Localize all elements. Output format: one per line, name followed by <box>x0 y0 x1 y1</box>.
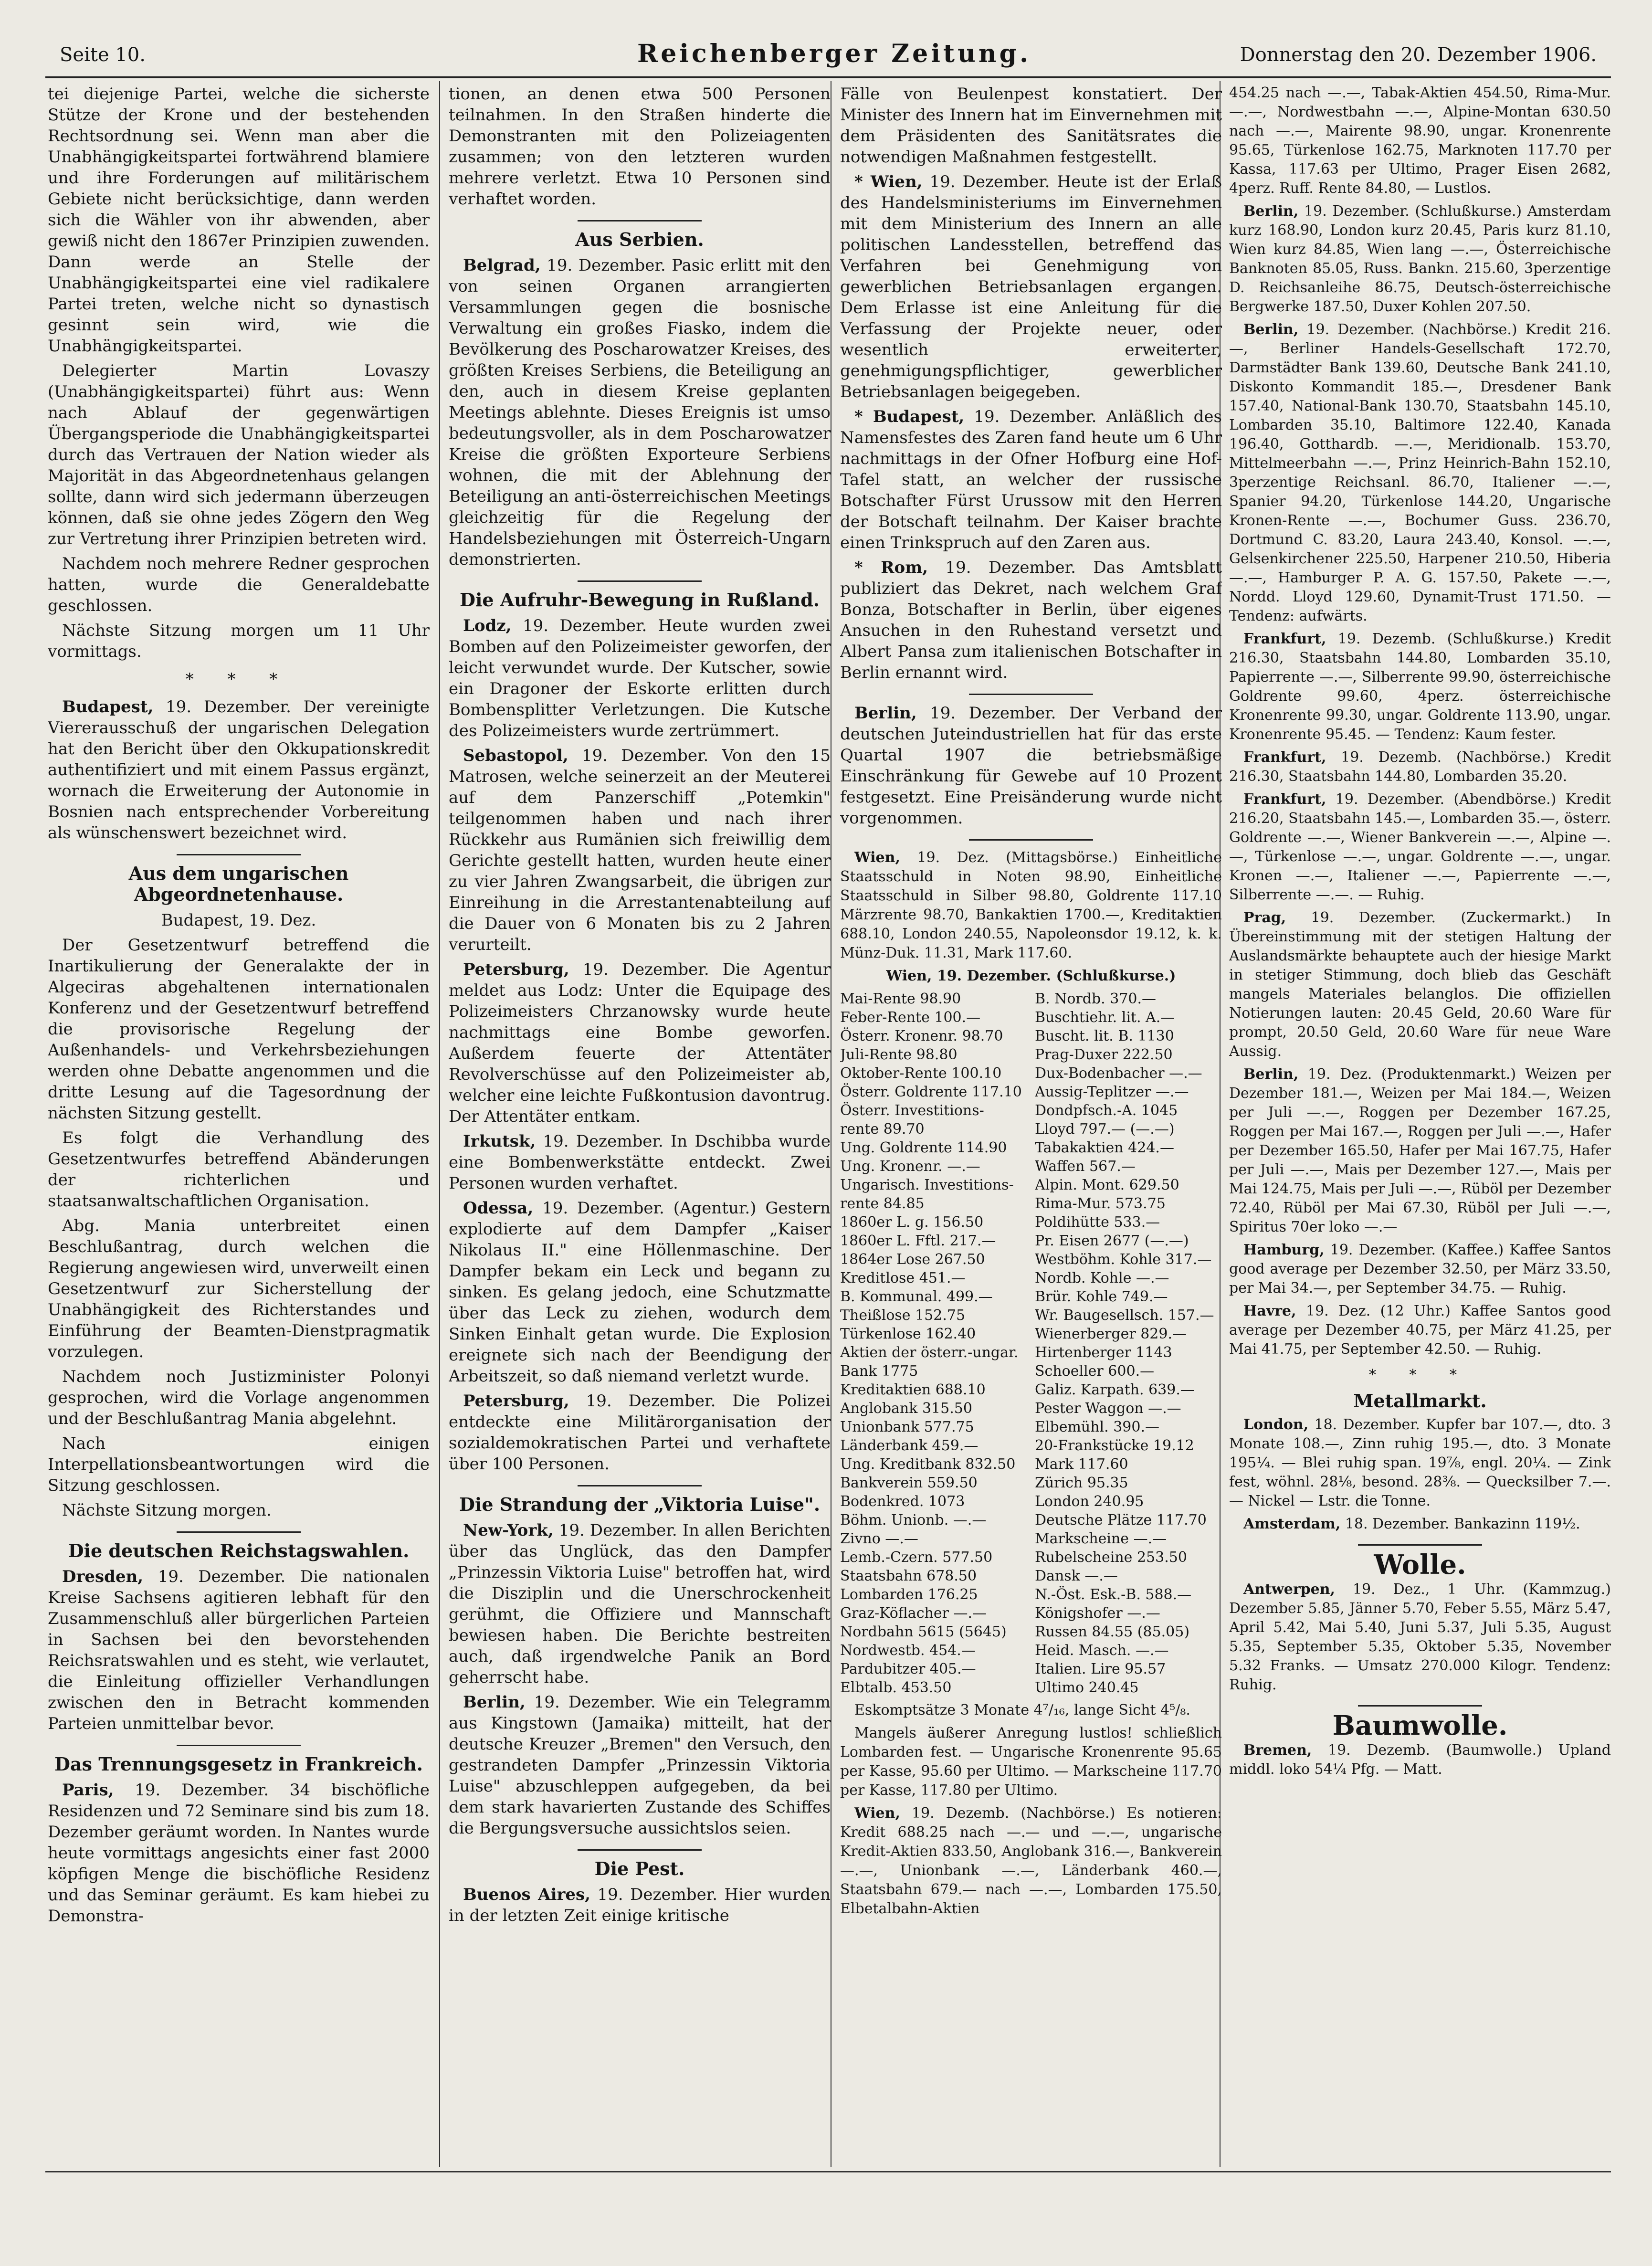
dispatch-text: 19. Dezember. (Agentur.) Gestern explodierte auf dem Dampfer „Kaiser Nikolaus II." eine Höllenmaschine. Der Dampfer bekam ein Leck und begann zu sinken. Es gelang jedoch, eine Schutzmatte über das Leck zu ziehen, wodurch dem Sinken Einhalt getan wurde. Die Explosion ereignete sich nach der Beendigung der Arbeitszeit, so daß niemand verletzt wurde. <box>449 1199 831 1386</box>
market-text: 19. Dez. (12 Uhr.) Kaffee Santos good average per Dezember 40.75, per März 41.25, per Mai 41.75, per September 42.50. — Ruhig. <box>1229 1303 1611 1358</box>
stock-quote: N.-Öst. Esk.-B. 588.— <box>1035 1586 1192 1603</box>
stock-quote: Graz-Köflacher —.— <box>840 1605 987 1622</box>
dispatch-text: 19. Dezember. Die Agentur meldet aus Lodz: Unter die Equipage des Polizeimeisters Chrzanowsky wurde heute nachmittags eine Bombe geworfen. Außerdem feuerte der Attentäter Revolverschüsse auf den Polizeimeister ab, welcher eine leichte Fußkontusion davontrug. Der Attentäter entkam. <box>449 960 831 1126</box>
stock-quote: Ungarisch. Investitions- <box>840 1177 1014 1193</box>
stock-quote: 1860er L. g. 156.50 <box>840 1214 984 1231</box>
dispatch-location: Lodz, <box>463 616 512 635</box>
dispatch-location: Odessa, <box>463 1199 534 1218</box>
column-2 <box>449 84 831 2165</box>
dispatch <box>840 703 1222 829</box>
stock-quote: Markscheine —.— <box>1035 1530 1167 1547</box>
dispatch <box>48 1566 430 1734</box>
dispatch-location: * Budapest, <box>854 407 965 426</box>
stock-quote: Unionbank 577.75 <box>840 1419 974 1435</box>
dispatch-location: Antwerpen, <box>1243 1581 1335 1598</box>
article-text: Nachdem noch mehrere Redner gesprochen hatten, wurde die Generaldebatte geschlossen. <box>48 554 430 615</box>
dispatch-location: Frankfurt, <box>1243 791 1326 808</box>
stock-quote: Westböhm. Kohle 317.— <box>1035 1251 1212 1268</box>
stock-quote: Lombarden 176.25 <box>840 1586 978 1603</box>
section-rule <box>177 854 301 855</box>
dispatch-location: Paris, <box>62 1781 114 1800</box>
dispatch-location: Petersburg, <box>463 1391 569 1411</box>
market-text: 19. Dez., 1 Uhr. (Kammzug.) Dezember 5.85, Jänner 5.70, Feber 5.55, März 5.47, April 5.42, Mai 5.40, Juni 5.37, Juli 5.35, August 5.35, September 5.35, Oktober 5.35, November 5.32 Franks. — Umsatz 270.000 Kilogr. Tendenz: Ruhig. <box>1229 1581 1611 1693</box>
section-heading: Aus dem ungarischen Abgeordnetenhause. <box>128 863 349 905</box>
stock-quote: B. Nordb. 370.— <box>1035 991 1157 1007</box>
article-text: Nachdem noch Justizminister Polonyi gesprochen, wird die Vorlage angenommen und der Beschlußantrag Mania abgelehnt. <box>48 1367 430 1428</box>
stock-quote: Nordbahn 5615 (5645) <box>840 1623 1007 1640</box>
section-rule <box>578 220 702 221</box>
stock-quote: Rubelscheine 253.50 <box>1035 1549 1187 1566</box>
dispatch-text: 19. Dezember. Von den 15 Matrosen, welche seinerzeit an der Meuterei auf dem Panzerschiff „Potemkin" teilgenommen haben und nach ihrer Rückkehr aus Rumänien sich freiwillig dem Gerichte gestellt hatten, wurden heute einer zu vier Jahren Zwangsarbeit, die übrigen zur Einreihung in die Arrestantenabteilung auf die Dauer von 6 Monaten bis zu 2 Jahren verurteilt. <box>449 746 831 954</box>
stock-quote: Galiz. Karpath. 639.— <box>1035 1381 1195 1398</box>
article-text: tei diejenige Partei, welche die sicherste Stütze der Krone und der bestehenden Rechtsordnung sei. Wenn man aber die Unabhängigkeitspartei fortwährend blamiere und ihre Forderungen auf militärischem Gebiete nicht berücksichtige, dann werden sich die Wähler von ihr abwenden, aber gewiß nicht den 1867er Prinzipien zuwenden. Dann werde an Stelle der Unabhängigkeitspartei eine viel radikalere Partei treten, welche nicht so dynastisch gesinnt sein wird, wie die Unabhängigkeitspartei. <box>48 84 430 356</box>
column-1 <box>48 84 430 2165</box>
stock-quote: 1864er Lose 267.50 <box>840 1251 985 1268</box>
section-rule <box>177 1745 301 1746</box>
market-text: 19. Dezemb. (Nachbörse.) Es notieren: Kredit 688.25 nach —.— und —.—, ungarische Kredit-Aktien 833.50, Anglobank 316.—, Bankverein —.—, Unionbank —.—, Länderbank 460.—, Staatsbahn 679.— nach —.—, Lombarden 175.50, Elbetalbahn-Aktien <box>840 1805 1222 1917</box>
stock-quote: rente 89.70 <box>840 1121 925 1138</box>
stock-quote: Brür. Kohle 749.— <box>1035 1288 1168 1305</box>
market-text: 19. Dezember. (Schlußkurse.) Amsterdam kurz 168.90, London kurz 20.45, Paris kurz 81.10, Wien kurz 84.85, Wien lang —.—, Österreichische Banknoten 85.05, Russ. Bankn. 215.60, 3perzentige D. Reichsanleihe 86.75, Deutsch-österreichische Bergwerke 187.50, Duxer Kohlen 207.50. <box>1229 203 1611 315</box>
article-text: Der Gesetzentwurf betreffend die Inartikulierung der Generalakte der in Algeciras abgehaltenen internationalen Konferenz und der Gesetzentwurf betreffend die provisorische Regelung der Außenhandels- und Verkehrsbeziehungen werden ohne Debatte angenommen und die dritte Lesung auf die Tagesordnung der nächsten Sitzung gestellt. <box>48 936 430 1123</box>
stock-quote: B. Kommunal. 499.— <box>840 1288 993 1305</box>
dispatch <box>449 1884 831 1926</box>
section-rule <box>1358 1544 1482 1546</box>
dispatch-text: 19. Dezember. Der vereinigte Viererausschuß der ungarischen Delegation hat den Bericht über den Okkupationskredit authentifiziert und mit einem Passus ergänzt, wornach die Erweiterung der Autonomie in Bosnien nach entsprechender Vorbereitung als wünschenswert bezeichnet wird. <box>48 697 430 843</box>
stock-quote: Nordb. Kohle —.— <box>1035 1270 1169 1286</box>
dispatch-location: * Wien, <box>854 172 923 191</box>
stock-quote: Pester Waggon —.— <box>1035 1400 1181 1417</box>
market-text: 19. Dezemb. (Baumwolle.) Upland middl. loko 54¼ Pfg. — Matt. <box>1229 1742 1611 1778</box>
stock-quote: Feber-Rente 100.— <box>840 1009 981 1026</box>
market-text: 19. Dez. (Produktenmarkt.) Weizen per Dezember 181.—, Weizen per Mai 184.—, Weizen per Juli —.—, Roggen per Dezember 167.25, Roggen per Mai 167.—, Roggen per Juli —.—, Hafer per Dezember 165.50, Hafer per Mai 167.75, Hafer per Juli —.—, Mais per Dezember 127.—, Mais per Mai 124.75, Mais per Juli —.—, Rüböl per Dezember 72.40, Rüböl per Mai 67.30, Rüböl per Juli —.—, Spiritus 70er loko —.— <box>1229 1066 1611 1235</box>
dispatch-text: 19. Dezember. 34 bischöfliche Residenzen und 72 Seminare sind bis zum 18. Dezember geräumt worden. In Nantes wurde heute vormittags angesichts einer fast 2000 köpfigen Menge die bischöfliche Residenz und das Seminar geräumt. Es kam hiebei zu Demonstra- <box>48 1781 430 1926</box>
market-text: 19. Dezember. (Nachbörse.) Kredit 216.—, Berliner Handels-Gesellschaft 172.70, Darmstädter Bank 139.60, Deutsche Bank 241.10, Diskonto Kommandit 185.—, Dresdener Bank 157.40, National-Bank 130.70, Staatsbahn 145.10, Lombarden 35.10, Baltimore 122.40, Kanada 196.40, Gotthardb. —.—, Meridionalb. 153.70, Mittelmeerbahn —.—, Prinz Heinrich-Bahn 152.10, 3perzentige Reichsanl. 86.70, Italiener —.—, Spanier 94.20, Türkenlose 144.20, Ungarische Kronen-Rente —.—, Bochumer Guss. 236.70, Dortmund C. 83.20, Laura 243.40, Konsol. —.—, Gelsenkirchener 225.50, Harpener 210.50, Hiberia —.—, Hamburger P. A. G. 157.50, Pakete —.—, Nordd. Lloyd 129.60, Dynamit-Trust 171.50. — Tendenz: aufwärts. <box>1229 321 1611 624</box>
dispatch-text: 19. Dezember. Der Verband der deutschen Juteindustriellen hat für das erste Quartal 1907 die betriebsmäßige Einschränkung für Gewebe auf 10 Prozent festgesetzt. Eine Preisänderung wurde nicht vorgenommen. <box>840 704 1222 828</box>
market-text: Eskomptsätze 3 Monate 4⁷/₁₆, lange Sicht 4⁵/₈. <box>854 1702 1190 1718</box>
stock-quote: Russen 84.55 (85.05) <box>1035 1623 1190 1640</box>
market-report <box>1229 1741 1611 1779</box>
article-text: Fälle von Beulenpest konstatiert. Der Minister des Innern hat im Einvernehmen mit dem Präsidenten des Sanitätsrates die notwendigen Maßnahmen festgestellt. <box>840 84 1222 167</box>
dispatch-location: Havre, <box>1243 1303 1296 1319</box>
dispatch <box>449 1131 831 1194</box>
stock-quote: Lemb.-Czern. 577.50 <box>840 1549 993 1566</box>
dispatch-location: Budapest, <box>62 697 154 717</box>
market-text: 454.25 nach —.—, Tabak-Aktien 454.50, Rima-Mur. —.—, Nordwestbahn —.—, Alpine-Montan 630.50 nach —.—, Mairente 98.90, ungar. Kronenrente 95.65, Türkenlose 162.75, Marknoten 117.70 per Kassa, 117.63 per Ultimo, Prager Eisen 2682, 4perz. Ruff. Rente 84.80, — Lustlos. <box>1229 84 1611 197</box>
article-text: Es folgt die Verhandlung des Gesetzentwurfes betreffend Abänderungen der richterlichen und staatsanwaltschaftlichen Organisation. <box>48 1128 430 1211</box>
dispatch-location: Belgrad, <box>463 256 541 275</box>
stock-quote: Kreditaktien 688.10 <box>840 1381 986 1398</box>
dispatch <box>449 1520 831 1688</box>
dispatch-text: 19. Dezember. In allen Berichten über das Unglück, das den Dampfer „Prinzessin Viktoria Luise" betroffen hat, wird die Disziplin und die Unerschrockenheit gerühmt, die Offiziere und Mannschaft bewiesen haben. Die Berichte bestreiten auch, daß irgendwelche Panik an Bord geherrscht habe. <box>449 1521 831 1687</box>
stock-quote: Tabakaktien 424.— <box>1035 1139 1174 1156</box>
stock-quote: Buscht. lit. B. 1130 <box>1035 1028 1174 1044</box>
dateline: Budapest, 19. Dez. <box>161 911 316 930</box>
stock-quote: Nordwestb. 454.— <box>840 1642 976 1659</box>
dispatch <box>449 745 831 955</box>
article-text: Delegierter Martin Lovaszy (Unabhängigkeitspartei) führt aus: Wenn nach Ablauf der gegenwärtigen Übergangsperiode die Unabhängigkeitspartei durch das Vertrauen der Nation wieder als Majorität in das Abgeordnetenhaus gelangen sollte, dann wird sich jedermann überzeugen können, daß sie ohne jedes Zögern den Weg zur Vertretung ihrer Prinzipien betreten wird. <box>48 361 430 548</box>
market-text: 19. Dezemb. (Schlußkurse.) Kredit 216.30, Staatsbahn 144.80, Lombarden 35.10, Papierrente —.—, Silberrente 99.90, österreichische Goldrente 99.60, 4perz. österreichische Kronenrente 99.30, ungar. Goldrente 113.90, ungar. Kronenrente 95.45. — Tendenz: Kaum fester. <box>1229 631 1611 743</box>
stock-quote: Buschtiehr. lit. A.— <box>1035 1009 1175 1026</box>
market-text: 18. Dezember. Kupfer bar 107.—, dto. 3 Monate 108.—, Zinn ruhig 195.—, dto. 3 Monate 195¼. — Blei ruhig span. 19⅞, engl. 20¼. — Zink fest, wöhnl. 28⅛, besond. 28⅜. — Quecksilber 7.—. — Nickel — Lstr. die Tonne. <box>1229 1416 1611 1509</box>
section-rule <box>969 694 1093 695</box>
stock-quote: Königshofer —.— <box>1035 1605 1160 1622</box>
dispatch-location: Frankfurt, <box>1243 749 1326 766</box>
stock-quote: Türkenlose 162.40 <box>840 1326 976 1342</box>
stock-quote: Rima-Mur. 573.75 <box>1035 1195 1166 1212</box>
dispatch-text: 19. Dezember. Wie ein Telegramm aus Kingstown (Jamaika) mitteilt, hat der deutsche Kreuzer „Bremen" den Versuch, den gestrandeten Dampfer „Prinzessin Viktoria Luise" abzuschleppen aufgegeben, da bei dem stark havarierten Zustande des Schiffes die Bergungsversuche aussichtslos seien. <box>449 1693 831 1838</box>
article-text: Abg. Mania unterbreitet einen Beschlußantrag, durch welchen die Regierung angewiesen wird, unverweilt einen Gesetzentwurf zur Sicherstellung der Unabhängigkeit des Richterstandes und Einführung der Beamten-Dienstpragmatik vorzulegen. <box>48 1216 430 1361</box>
stock-quote: Prag-Duxer 222.50 <box>1035 1046 1173 1063</box>
stock-quote: 20-Frankstücke 19.12 <box>1035 1437 1194 1454</box>
page-header <box>45 39 1611 73</box>
dispatch-text: 19. Dezember. Pasic erlitt mit den von seinen Organen arrangierten Versammlungen gegen die bosnische Verwaltung ein großes Fiasko, indem die Bevölkerung des Poscharowatzer Kreises, des größten Kreises Serbiens, die Beteiligung an den, auch in diesem Kreise geplanten Meetings ablehnte. Dieses Ereignis ist umso bedeutungsvoller, als in dem Poscharowatzer Kreise die größten Exporteure Serbiens wohnen, die mit der Ablehnung der Beteiligung an anti-österreichischen Meetings gleichzeitig für die Regelung der Handelsbeziehungen mit Österreich-Ungarn demonstrierten. <box>449 256 831 569</box>
dispatch <box>449 959 831 1127</box>
market-report <box>1229 1302 1611 1359</box>
market-heading: Wien, 19. Dezember. (Schlußkurse.) <box>886 968 1176 984</box>
dispatch-location: Dresden, <box>62 1567 144 1586</box>
stock-quote: Anglobank 315.50 <box>840 1400 972 1417</box>
stock-quote: Länderbank 459.— <box>840 1437 979 1454</box>
section-heading: Wolle. <box>1374 1549 1466 1581</box>
dispatch-text: 19. Dezember. Das Amtsblatt publiziert das Dekret, nach welchem Graf Bonza, Botschafter in Berlin, über eigenes Ansuchen in den Ruhestand versetzt und Albert Pansa zum italienischen Botschafter in Berlin ernannt wird. <box>840 558 1222 682</box>
stock-quote: Juli-Rente 98.80 <box>840 1046 958 1063</box>
stock-quote: Waffen 567.— <box>1035 1158 1136 1175</box>
market-report <box>1229 1515 1611 1534</box>
dispatch-text: 19. Dezember. Hier wurden in der letzten Zeit einige kritische <box>449 1885 831 1925</box>
dispatch <box>449 255 831 570</box>
masthead-title: Reichenberger Zeitung. <box>637 39 1031 68</box>
stock-quote: Pr. Eisen 2677 (—.—) <box>1035 1233 1189 1249</box>
dispatch <box>48 696 430 843</box>
market-report <box>1229 1241 1611 1298</box>
dispatch-location: * Rom, <box>854 558 928 577</box>
stock-quote: Österr. Investitions- <box>840 1102 984 1119</box>
dispatch-location: Berlin, <box>463 1693 526 1712</box>
dispatch <box>48 1780 430 1927</box>
stock-quote: Dansk —.— <box>1035 1568 1118 1584</box>
stock-quote: Lloyd 797.— (—.—) <box>1035 1121 1175 1138</box>
section-heading: Die deutschen Reichstagswahlen. <box>68 1540 410 1561</box>
section-heading: Die Strandung der „Viktoria Luise". <box>459 1494 821 1515</box>
stock-quote: Heid. Masch. —.— <box>1035 1642 1169 1659</box>
dispatch-text: 19. Dezember. Anläßlich des Namensfestes des Zaren fand heute um 6 Uhr nachmittags in der Ofner Hofburg eine Hof-Tafel statt, an welcher der russische Botschafter Fürst Urussow mit den Herren der Botschaft teilnahm. Der Kaiser brachte einen Trinkspruch auf den Zaren aus. <box>840 407 1222 552</box>
dispatch-text: 19. Dezember. Heute ist der Erlaß des Handelsministeriums im Einvernehmen mit dem Ministerium des Innern an alle politischen Landesstellen, betreffend das Verfahren bei Genehmigung von gewerblichen Betriebsanlagen ergangen. Dem Erlasse ist eine Anleitung für die Verfassung der Projekte neuer, oder wesentlich erweiterter, genehmigungspflichtiger, gewerblicher Betriebsanlagen beigegeben. <box>840 172 1222 401</box>
stock-quote: Staatsbahn 678.50 <box>840 1568 977 1584</box>
section-rule <box>969 839 1093 841</box>
market-report <box>1229 790 1611 905</box>
stock-quote: Bank 1775 <box>840 1363 918 1380</box>
article-text: Nächste Sitzung morgen. <box>62 1501 272 1520</box>
header-rule <box>45 76 1611 78</box>
dispatch <box>449 1391 831 1475</box>
market-report <box>1229 1580 1611 1695</box>
dispatch-location: Berlin, <box>1243 203 1299 220</box>
stock-quote: Dondpfsch.-A. 1045 <box>1035 1102 1178 1119</box>
dispatch <box>840 557 1222 683</box>
dispatch-location: New-York, <box>463 1521 554 1540</box>
market-report <box>1229 908 1611 1061</box>
section-heading: Metallmarkt. <box>1353 1390 1487 1412</box>
stock-quote: Alpin. Mont. 629.50 <box>1035 1177 1179 1193</box>
dispatch <box>840 171 1222 402</box>
stock-quote: Mai-Rente 98.90 <box>840 991 961 1007</box>
dispatch-location: Berlin, <box>1243 321 1299 338</box>
section-rule <box>177 1531 301 1533</box>
stock-quote: Mark 117.60 <box>1035 1456 1128 1473</box>
column-3 <box>840 84 1222 2165</box>
section-stars: * * * <box>185 670 292 689</box>
market-text: Mangels äußerer Anregung lustlos! schließlich Lombarden fest. — Ungarische Kronenrente 95.65 per Kasse, 95.60 per Ultimo. — Markscheine 117.70 per Kasse, 117.80 per Ultimo. <box>840 1725 1222 1799</box>
stock-quote: Bodenkred. 1073 <box>840 1493 965 1510</box>
dispatch-location: Sebastopol, <box>463 746 568 765</box>
stock-quote: Böhm. Unionb. —.— <box>840 1512 987 1528</box>
stock-quote: Bankverein 559.50 <box>840 1475 978 1491</box>
dispatch-location: Wien, <box>854 1805 900 1822</box>
dispatch-location: Hamburg, <box>1243 1242 1325 1258</box>
market-report <box>840 848 1222 963</box>
market-text: 19. Dezember. (Kaffee.) Kaffee Santos good average per Dezember 32.50, per März 33.50, per Mai 34.—, per September 34.75. — Ruhig. <box>1229 1242 1611 1296</box>
market-report <box>1229 320 1611 626</box>
stock-quotes-table <box>840 990 1222 1697</box>
section-stars: * * * <box>1368 1367 1472 1383</box>
stock-quote: Ung. Kronenr. —.— <box>840 1158 980 1175</box>
dispatch-text: 19. Dezember. In Dschibba wurde eine Bombenwerkstätte entdeckt. Zwei Personen wurden verhaftet. <box>449 1132 831 1193</box>
dispatch-text: 19. Dezember. Die nationalen Kreise Sachsens agitieren lebhaft für den Zusammenschluß aller bürgerlichen Parteien in Sachsen bei den bevorstehenden Reichsratswahlen und es steht, wie verlautet, die Einleitung offizieller Verhandlungen zwischen den in Betracht kommenden Parteien unmittelbar bevor. <box>48 1567 430 1733</box>
market-report <box>1229 202 1611 316</box>
section-heading: Aus Serbien. <box>575 229 704 250</box>
article-text: Nächste Sitzung morgen um 11 Uhr vormittags. <box>48 621 430 661</box>
stock-quote: Ung. Goldrente 114.90 <box>840 1139 1007 1156</box>
issue-date: Donnerstag den 20. Dezember 1906. <box>1240 44 1597 66</box>
dispatch <box>449 1198 831 1387</box>
section-rule <box>578 1849 702 1851</box>
market-report <box>840 1804 1222 1918</box>
stock-quote: Zivno —.— <box>840 1530 918 1547</box>
article-text: tionen, an denen etwa 500 Personen teilnahmen. In den Straßen hinderte die Demonstranten mit den Polizeiagenten zusammen; von den letzteren wurden mehrere verletzt. Etwa 10 Personen sind verhaftet worden. <box>449 84 831 209</box>
stock-quote: Zürich 95.35 <box>1035 1475 1128 1491</box>
dispatch-location: Wien, <box>854 849 900 866</box>
stock-quote: London 240.95 <box>1035 1493 1144 1510</box>
article-text: Nach einigen Interpellationsbeantwortungen wird die Sitzung geschlossen. <box>48 1434 430 1495</box>
column-4 <box>1229 84 1611 2165</box>
footer-rule <box>45 2171 1611 2172</box>
section-heading: Die Aufruhr-Bewegung in Rußland. <box>460 589 820 611</box>
stock-quote: Schoeller 600.— <box>1035 1363 1155 1380</box>
dispatch-location: Berlin, <box>854 704 917 723</box>
section-rule <box>1358 1705 1482 1707</box>
stock-quote: rente 84.85 <box>840 1195 925 1212</box>
stock-quote: Elbemühl. 390.— <box>1035 1419 1160 1435</box>
dispatch-location: Berlin, <box>1243 1066 1299 1083</box>
dispatch-location: London, <box>1243 1416 1309 1433</box>
stock-quote: Österr. Goldrente 117.10 <box>840 1084 1022 1100</box>
stock-quote: Italien. Lire 95.57 <box>1035 1661 1166 1677</box>
dispatch-location: Prag, <box>1243 909 1286 926</box>
page-number: Seite 10. <box>60 44 146 66</box>
stock-quote: Aktien der österr.-ungar. <box>840 1344 1019 1361</box>
section-heading: Das Trennungsgesetz in Frankreich. <box>54 1753 423 1775</box>
stock-quote: Kreditlose 451.— <box>840 1270 966 1286</box>
stock-quote: Wr. Baugesellsch. 157.— <box>1035 1307 1214 1324</box>
stock-quote: Poldihütte 533.— <box>1035 1214 1160 1231</box>
dispatch-location: Amsterdam, <box>1243 1516 1341 1532</box>
stock-quote: Dux-Bodenbacher —.— <box>1035 1065 1202 1082</box>
market-text: 19. Dezemb. (Nachbörse.) Kredit 216.30, Staatsbahn 144.80, Lombarden 35.20. <box>1229 749 1611 785</box>
market-text: 18. Dezember. Bankazinn 119½. <box>1345 1516 1580 1532</box>
dispatch <box>449 615 831 741</box>
stock-quote: 1860er L. Fftl. 217.— <box>840 1233 996 1249</box>
market-text: 19. Dezember. (Zuckermarkt.) In Übereinstimmung mit der stetigen Haltung der Auslandsmärkte behauptete auch der hiesige Markt in stetiger Stimmung, doch blieb das Geschäft mangels Materiales belanglos. Die offiziellen Notierungen lauten: 20.45 Geld, 20.60 Ware für prompt, 20.50 Geld, 20.60 Ware für neue Ware Aussig. <box>1229 909 1611 1060</box>
dispatch-location: Bremen, <box>1243 1742 1312 1759</box>
dispatch-text: 19. Dezember. Heute wurden zwei Bomben auf den Polizeimeister geworfen, der leicht verwundet wurde. Der Kutscher, sowie ein Dragoner der Eskorte erlitten durch Bombensplitter Verletzungen. Die Kutsche des Polizeimeisters wurde zertrümmert. <box>449 616 831 740</box>
dispatch-location: Petersburg, <box>463 960 569 979</box>
stock-quote: Theißlose 152.75 <box>840 1307 966 1324</box>
dispatch-location: Frankfurt, <box>1243 631 1326 647</box>
stock-quote: Ultimo 240.45 <box>1035 1679 1139 1696</box>
stock-quote: Pardubitzer 405.— <box>840 1661 976 1677</box>
stock-quote: Elbtalb. 453.50 <box>840 1679 952 1696</box>
dispatch-text: 19. Dezember. Die Polizei entdeckte eine Militärorganisation der sozialdemokratischen Partei und verhaftete über 100 Personen. <box>449 1391 831 1474</box>
market-text: 19. Dez. (Mittagsbörse.) Einheitliche Staatsschuld in Noten 98.90, Einheitliche Staatsschuld in Silber 98.80, Goldrente 117.10 Märzrente 98.70, Bankaktien 1700.—, Kreditaktien 688.10, London 240.55, Napoleonsdor 19.12, k. k. Münz-Duk. 11.31, Mark 117.60. <box>840 849 1222 961</box>
stock-quote: Österr. Kronenr. 98.70 <box>840 1028 1003 1044</box>
stock-quote: Wienerberger 829.— <box>1035 1326 1187 1342</box>
market-text: 19. Dezember. (Abendbörse.) Kredit 216.20, Staatsbahn 145.—, Lombarden 35.—, österr. Goldrente —.—, Wiener Bankverein —.—, Alpine —.—, Türkenlose —.—, ungar. Goldrente —.—, ungar. Kronen —.—, Italiener —.—, Papierrente —.—, Silberrente —.—. — Ruhig. <box>1229 791 1611 903</box>
dispatch <box>449 1692 831 1839</box>
dispatch <box>840 406 1222 553</box>
section-heading: Die Pest. <box>594 1858 685 1879</box>
dispatch-location: Irkutsk, <box>463 1132 536 1151</box>
stock-quote: Aussig-Teplitzer —.— <box>1035 1084 1189 1100</box>
stock-quote: Deutsche Plätze 117.70 <box>1035 1512 1207 1528</box>
stock-quote: Hirtenberger 1143 <box>1035 1344 1172 1361</box>
dispatch-location: Buenos Aires, <box>463 1885 591 1904</box>
section-rule <box>578 580 702 582</box>
market-report <box>1229 1065 1611 1237</box>
column-divider <box>439 81 440 2167</box>
section-rule <box>578 1485 702 1486</box>
stock-quote: Ung. Kreditbank 832.50 <box>840 1456 1016 1473</box>
market-report <box>1229 630 1611 744</box>
market-report <box>1229 1415 1611 1511</box>
stock-quote: Oktober-Rente 100.10 <box>840 1065 1002 1082</box>
market-report <box>1229 748 1611 786</box>
section-heading: Baumwolle. <box>1332 1710 1508 1741</box>
